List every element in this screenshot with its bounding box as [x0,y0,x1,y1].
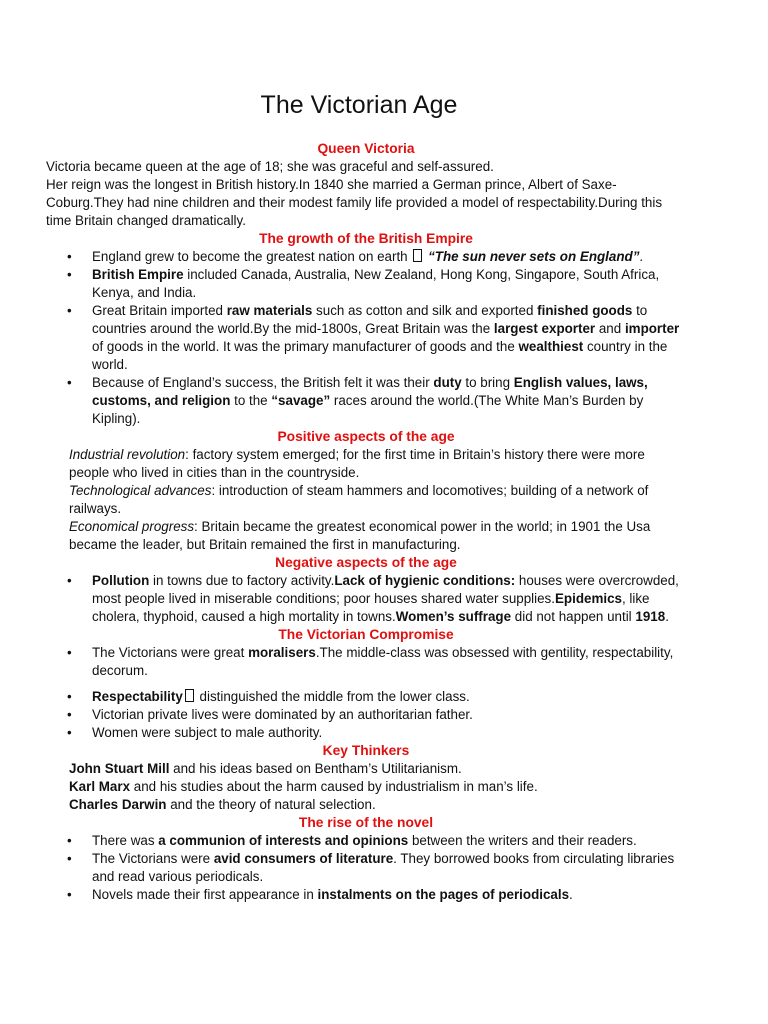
empire-quote: “The sun never sets on England” [424,249,640,264]
thinker-mill: John Stuart Mill and his ideas based on Bentham’s Utilitarianism. [69,761,462,776]
page-title: The Victorian Age [260,91,458,119]
empire-list [46,248,686,428]
novel-list [46,832,686,904]
list-item: • The Victorians were great moralisers.The middle-class was obsessed with gentility, respectability, decorum. [46,644,686,680]
missing-glyph-icon [185,689,194,702]
positive-paragraph-2: Technological advances: introduction of steam hammers and locomotives; building of a network of railways. [69,483,649,516]
list-item: • Great Britain imported raw materials such as cotton and silk and exported finished goods to countries around the world.By the mid-1800s, Great Britain was the largest exporter and importer of goods in the world. It was the primary manufacturer of goods and the wealthiest country in the world. [46,302,686,374]
heading-victorian-compromise: The Victorian Compromise [278,627,454,642]
thinker-darwin: Charles Darwin and the theory of natural selection. [69,797,376,812]
list-item: • British Empire included Canada, Australia, New Zealand, Hong Kong, Singapore, South Africa, Kenya, and India. [46,266,686,302]
list-item: • England grew to become the greatest nation on earth “The sun never sets on England”. [46,248,686,266]
queen-paragraph-2: Her reign was the longest in British history.In 1840 she married a German prince, Albert of Saxe-Coburg.They had nine children and their modest family life provided a model of respectability.During this time Britain changed dramatically. [46,177,663,228]
list-item: • Respectability distinguished the middle from the lower class. [46,688,686,706]
document-body [46,140,686,904]
compromise-list [46,644,686,742]
list-item: • Pollution in towns due to factory activity.Lack of hygienic conditions: houses were overcrowded, most people lived in miserable conditions; poor houses shared water supplies.Epidemics, like cholera, thyphoid, caused a high mortality in towns.Women’s suffrage did not happen until 1918. [46,572,686,626]
positive-paragraph-1: Industrial revolution: factory system emerged; for the first time in Britain’s history there were more people who lived in cities than in the countryside. [69,447,645,480]
heading-queen-victoria: Queen Victoria [317,141,415,156]
heading-british-empire: The growth of the British Empire [259,231,473,246]
heading-key-thinkers: Key Thinkers [322,743,410,758]
heading-positive-aspects: Positive aspects of the age [277,429,455,444]
heading-negative-aspects: Negative aspects of the age [275,555,457,570]
list-item: • Because of England’s success, the British felt it was their duty to bring English values, laws, customs, and religion to the “savage” races around the world.(The White Man’s Burden by Kipling). [46,374,686,428]
list-item: • There was a communion of interests and opinions between the writers and their readers. [46,832,686,850]
negative-list [46,572,686,626]
positive-paragraph-3: Economical progress: Britain became the greatest economical power in the world; in 1901 the Usa became the leader, but Britain remained the first in manufacturing. [69,519,651,552]
heading-rise-of-novel: The rise of the novel [298,815,434,830]
list-item: • The Victorians were avid consumers of literature. They borrowed books from circulating libraries and read various periodicals. [46,850,686,886]
thinker-marx: Karl Marx and his studies about the harm caused by industrialism in man’s life. [69,779,538,794]
queen-paragraph-1: Victoria became queen at the age of 18; she was graceful and self-assured. [46,159,494,174]
missing-glyph-icon [413,249,422,262]
list-item: • Victorian private lives were dominated by an authoritarian father. [46,706,686,724]
list-item: • Women were subject to male authority. [46,724,686,742]
list-item: • Novels made their first appearance in instalments on the pages of periodicals. [46,886,686,904]
